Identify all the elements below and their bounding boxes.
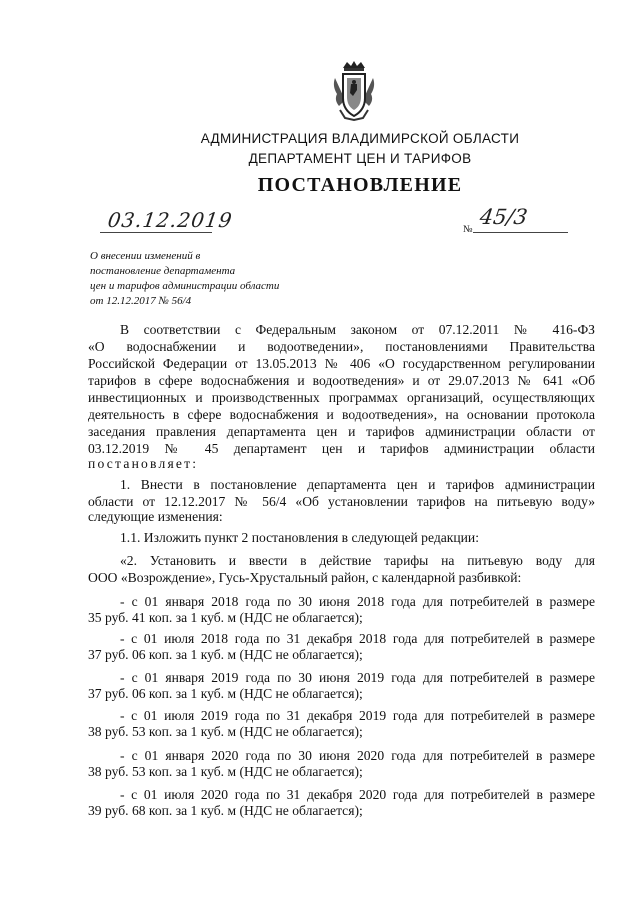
body-line: Российской Федерации от 13.05.2013 № 406 «О государственном регулировании [88,356,595,371]
body-line: - с 01 июля 2018 года по 31 декабря 2018 года для потребителей в размере [120,631,595,646]
body-line: 39 руб. 68 коп. за 1 куб. м (НДС не облагается); [88,803,363,818]
body-line: деятельность в сфере водоснабжения и водоотведения», на основании протокола [88,407,595,422]
body-line: области от 12.12.2017 № 56/4 «Об установлении тарифов на питьевую воду» [88,494,595,509]
coat-of-arms-emblem [331,60,377,122]
body-line: 1.1. Изложить пункт 2 постановления в следующей редакции: [120,530,479,545]
body-line: 38 руб. 53 коп. за 1 куб. м (НДС не облагается); [88,764,363,779]
document-title: ПОСТАНОВЛЕНИЕ [257,174,463,196]
subject-line: постановление департамента [90,265,236,277]
document-date: 03.12.2019 [106,208,235,232]
body-line: 35 руб. 41 коп. за 1 куб. м (НДС не облагается); [88,610,363,625]
body-line: 38 руб. 53 коп. за 1 куб. м (НДС не облагается); [88,724,363,739]
subject-line: цен и тарифов администрации области [90,280,280,292]
body-line: - с 01 января 2020 года по 30 июня 2020 года для потребителей в размере [120,748,595,763]
body-line: инвестиционных и производственных программах организаций, осуществляющих [88,390,595,405]
body-line: постановляет: [88,456,199,471]
body-line: - с 01 июля 2020 года по 31 декабря 2020 года для потребителей в размере [120,787,595,802]
body-line: «2. Установить и ввести в действие тарифы на питьевую воду для [120,553,595,568]
body-line: - с 01 января 2018 года по 30 июня 2018 года для потребителей в размере [120,594,595,609]
body-line: 1. Внести в постановление департамента цен и тарифов администрации [120,477,595,492]
number-label: № [463,224,473,235]
subject-line: от 12.12.2017 № 56/4 [90,295,192,307]
body-line: 37 руб. 06 коп. за 1 куб. м (НДС не облагается); [88,686,363,701]
department-name: ДЕПАРТАМЕНТ ЦЕН И ТАРИФОВ [248,151,472,166]
body-line: 37 руб. 06 коп. за 1 куб. м (НДС не облагается); [88,647,363,662]
subject-line: О внесении изменений в [90,250,201,262]
number-underline [473,232,568,233]
document-subject [90,249,310,309]
body-line: тарифов в сфере водоснабжения и водоотведения» и от 29.07.2013 № 641 «Об [88,373,595,388]
body-line: - с 01 января 2019 года по 30 июня 2019 года для потребителей в размере [120,670,595,685]
organization-name: АДМИНИСТРАЦИЯ ВЛАДИМИРСКОЙ ОБЛАСТИ [200,131,520,146]
document-number: 45/3 [478,205,529,229]
body-line: «О водоснабжении и водоотведении», постановлениями Правительства [88,339,595,354]
body-line: заседания правления департамента цен и тарифов администрации области от [88,424,595,439]
date-underline [100,232,212,233]
body-line: В соответствии с Федеральным законом от 07.12.2011 № 416-ФЗ [120,322,595,337]
body-line: следующие изменения: [88,509,223,524]
body-line: 03.12.2019 № 45 департамент цен и тарифов администрации области [88,441,595,456]
body-line: ООО «Возрождение», Гусь-Хрустальный район, с календарной разбивкой: [88,570,522,585]
body-line: - с 01 июля 2019 года по 31 декабря 2019 года для потребителей в размере [120,708,595,723]
